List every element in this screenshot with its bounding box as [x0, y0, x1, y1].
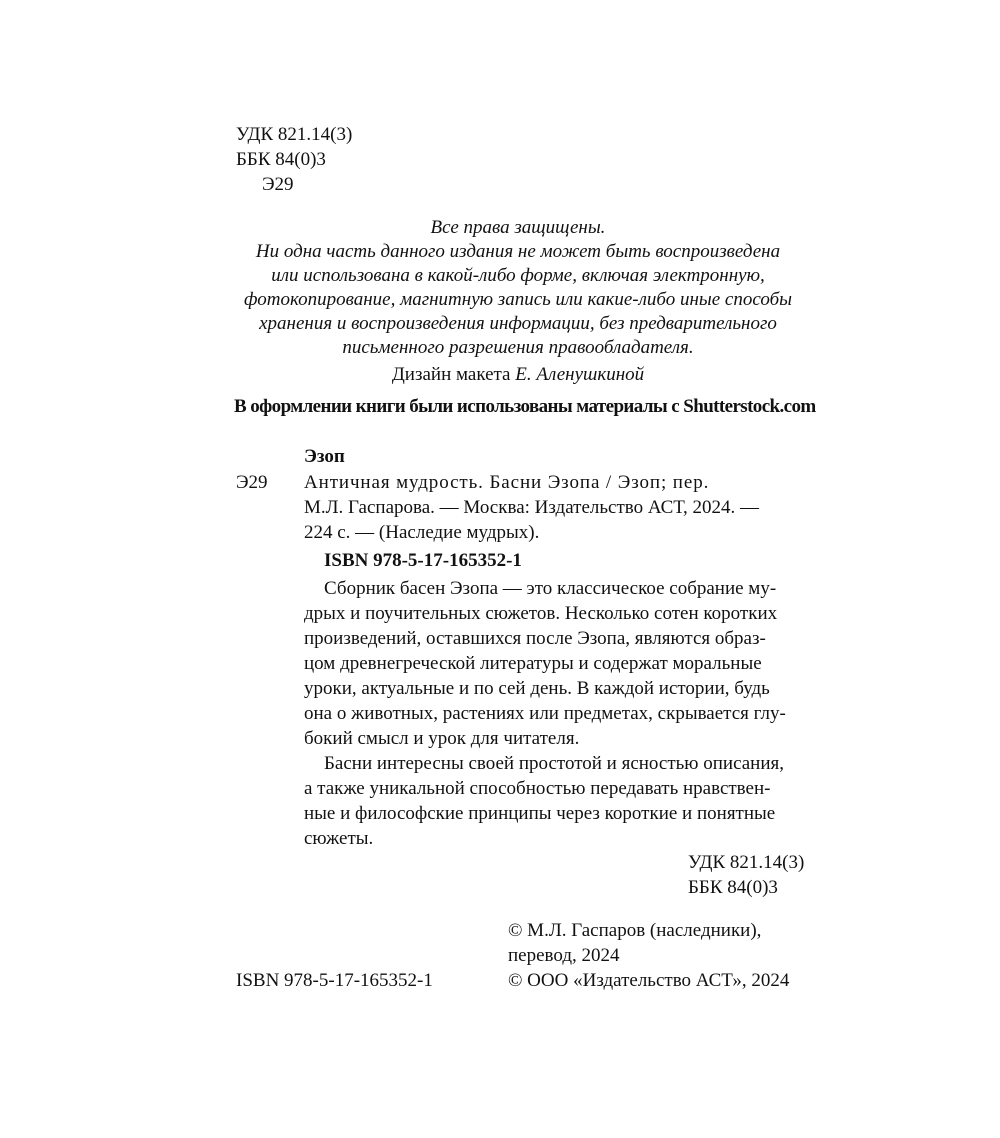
annotation-line: Басни интересны своей простотой и ясностью описания,: [324, 753, 784, 774]
annotation-line: дрых и поучительных сюжетов. Несколько сотен коротких: [304, 603, 778, 624]
annotation-line: ные и философские принципы через короткие и понятные: [304, 803, 776, 824]
design-credit-name: Е. Аленушкиной: [515, 364, 645, 385]
rights-line: хранения и воспроизведения информации, без предварительного: [259, 313, 777, 334]
copyright-publisher: © ООО «Издательство АСТ», 2024: [508, 970, 790, 991]
card-author: Эзоп: [304, 446, 345, 467]
rights-line: фотокопирование, магнитную запись или какие-либо иные способы: [243, 289, 792, 310]
annotation-line: уроки, актуальные и по сей день. В каждой истории, будь: [304, 678, 770, 699]
annotation-line: она о животных, растениях или предметах, скрывается глу-: [304, 703, 786, 724]
annotation-line: а также уникальной способностью передавать нравствен-: [304, 778, 771, 799]
card-description-line: М.Л. Гаспарова. — Москва: Издательство АСТ, 2024. —: [304, 497, 760, 518]
copyright-translation-line2: перевод, 2024: [508, 945, 620, 966]
annotation-line: сюжеты.: [304, 828, 374, 849]
design-credit: [200, 364, 836, 386]
card-description-line: 224 с. — (Наследие мудрых).: [304, 522, 540, 543]
rights-line: Ни одна часть данного издания не может быть воспроизведена: [255, 241, 781, 262]
annotation-line: Сборник басен Эзопа — это классическое собрание му-: [324, 578, 777, 599]
annotation-line: произведений, оставшихся после Эзопа, являются образ-: [304, 628, 766, 649]
rights-line: Все права защищены.: [430, 217, 606, 238]
rights-notice: [200, 216, 836, 360]
annotation-line: бокий смысл и урок для читателя.: [304, 728, 580, 749]
udk-top: УДК 821.14(3): [236, 124, 353, 145]
card-author-mark: Э29: [236, 472, 268, 493]
card-isbn: ISBN 978-5-17-165352-1: [324, 550, 522, 571]
design-credit-label: Дизайн макета: [391, 364, 511, 385]
rights-line: письменного разрешения правообладателя.: [342, 337, 694, 358]
annotation-line: цом древнегреческой литературы и содержат моральные: [304, 653, 762, 674]
author-mark-top: Э29: [262, 174, 294, 195]
footer-isbn: ISBN 978-5-17-165352-1: [236, 970, 433, 991]
udk-card: УДК 821.14(3): [688, 852, 805, 873]
copyright-translation-line1: © М.Л. Гаспаров (наследники),: [508, 920, 762, 941]
card-description-line: Античная мудрость. Басни Эзопа / Эзоп; пер.: [304, 472, 710, 493]
rights-line: или использована в какой-либо форме, включая электронную,: [271, 265, 765, 286]
bbk-top: ББК 84(0)3: [236, 149, 326, 170]
materials-notice: В оформлении книги были использованы материалы с Shutterstock.com: [234, 396, 816, 417]
bbk-card: ББК 84(0)3: [688, 877, 778, 898]
